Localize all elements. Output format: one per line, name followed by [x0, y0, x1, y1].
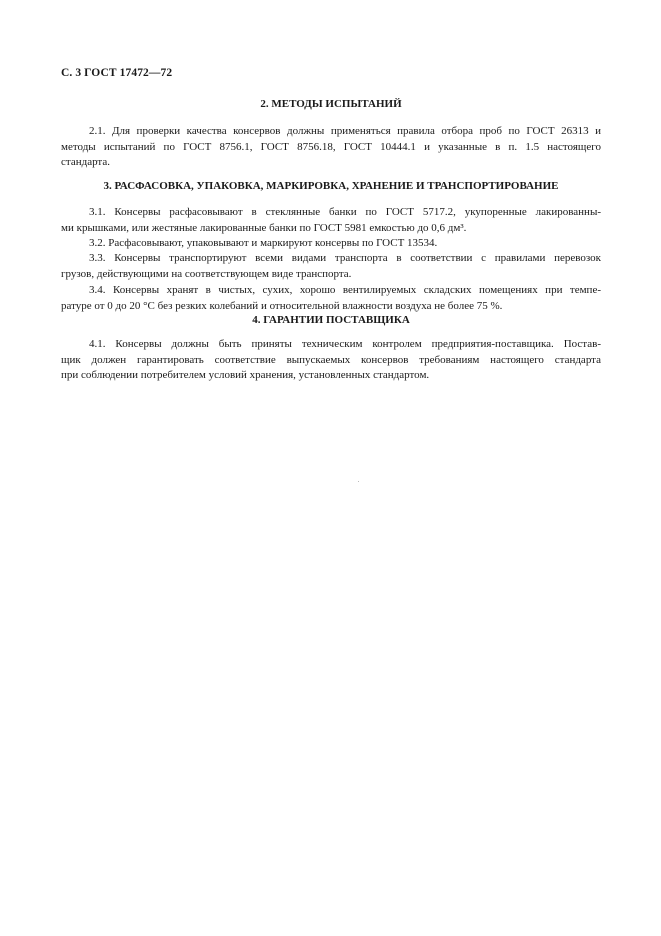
text-line: грузов, действующими на соответствующем виде транспорта.: [61, 267, 352, 280]
text-line: 3.4. Консервы хранят в чистых, сухих, хорошо вентилируемых складских помещениях при темпе-: [89, 284, 601, 296]
section-4-heading: 4. ГАРАНТИИ ПОСТАВЩИКА: [252, 314, 410, 326]
paragraph-4-1: [61, 337, 601, 384]
text-line: ми крышками, или жестяные лакированные банки по ГОСТ 5981 емкостью до 0,6 дм³.: [61, 221, 467, 234]
text-line: стандарта.: [61, 156, 111, 168]
paragraph-3-1: [61, 205, 601, 236]
text-line: 4.1. Консервы должны быть приняты техническим контролем предприятия-поставщика. Постав-: [89, 338, 601, 350]
text-line: 3.2. Расфасовывают, упаковывают и маркируют консервы по ГОСТ 13534.: [89, 237, 438, 249]
text-line: методы испытаний по ГОСТ 8756.1, ГОСТ 8756.18, ГОСТ 10444.1 и указанные в п. 1.5 настоящего: [61, 140, 601, 153]
paragraph-3-4: [61, 283, 601, 314]
section-2-heading: 2. МЕТОДЫ ИСПЫТАНИЙ: [260, 98, 402, 110]
text-line: ратуре от 0 до 20 °С без резких колебаний и относительной влажности воздуха не более 75 %.: [61, 299, 503, 312]
text-line: при соблюдении потребителем условий хранения, установленных стандартом.: [61, 369, 430, 381]
paragraph-3-2: [61, 236, 601, 252]
section-3-heading: 3. РАСФАСОВКА, УПАКОВКА, МАРКИРОВКА, ХРАНЕНИЕ И ТРАНСПОРТИРОВАНИЕ: [103, 180, 559, 192]
text-line: 3.3. Консервы транспортируют всеми видами транспорта в соответствии с правилами перевозок: [89, 252, 601, 264]
text-line: щик должен гарантировать соответствие выпускаемых консервов требованиям настоящего стандарта: [61, 353, 601, 366]
paragraph-2-1: [61, 124, 601, 171]
text-line: 2.1. Для проверки качества консервов должны применяться правила отбора проб по ГОСТ 26313 и: [89, 125, 601, 137]
scan-speck: [358, 481, 359, 482]
paragraph-3-3: [61, 251, 601, 282]
page-running-head: С. 3 ГОСТ 17472—72: [61, 67, 173, 79]
text-line: 3.1. Консервы расфасовывают в стеклянные банки по ГОСТ 5717.2, укупоренные лакированны-: [89, 206, 601, 218]
